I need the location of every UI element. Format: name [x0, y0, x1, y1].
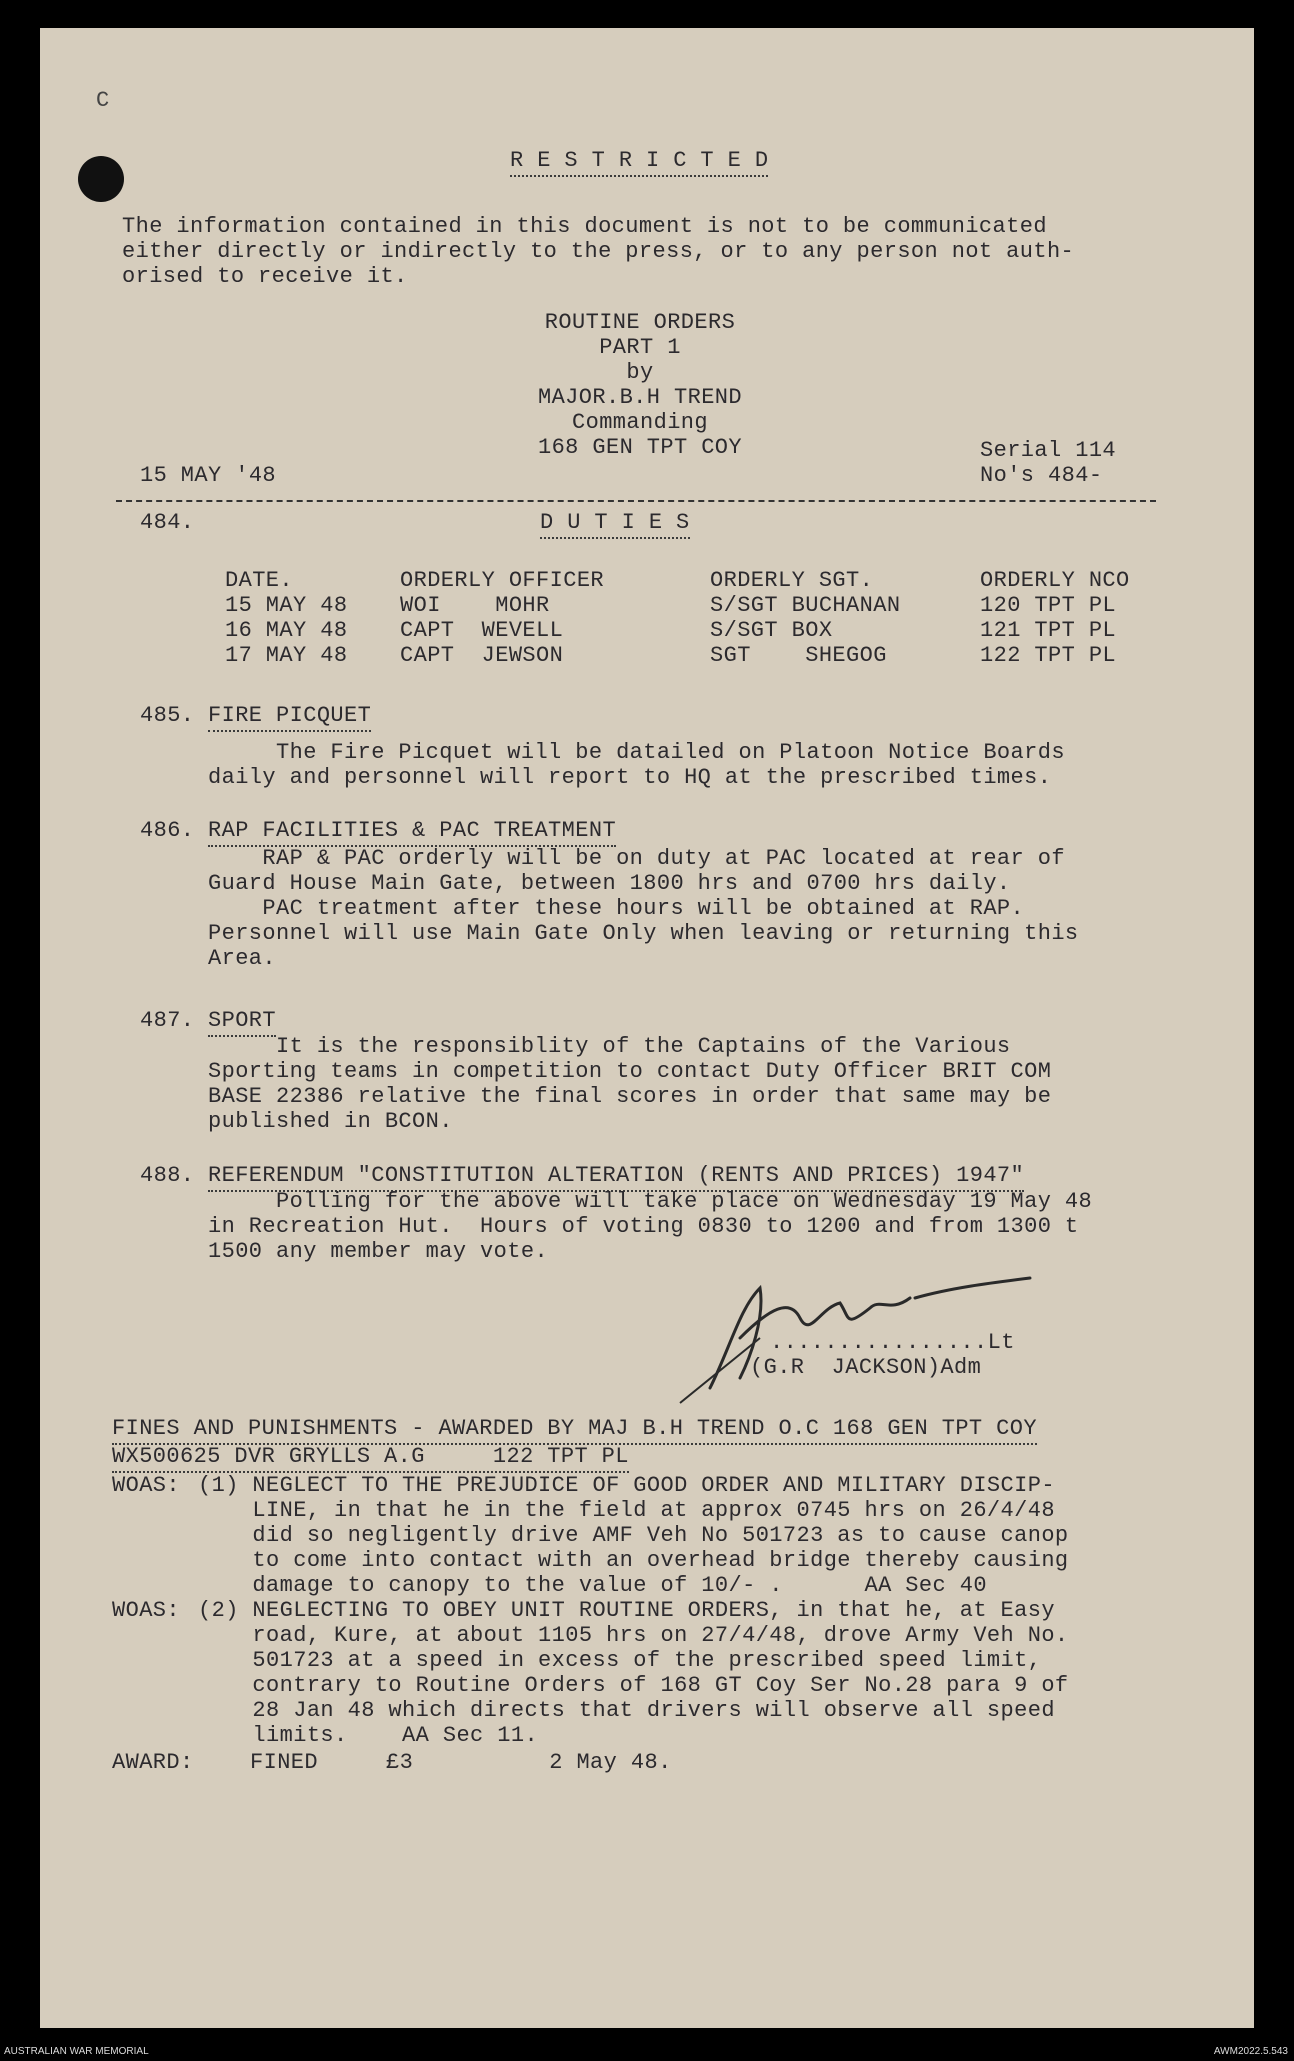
- charge-text: (2) NEGLECTING TO OBEY UNIT ROUTINE ORDERS, in that he, at Easy: [198, 1598, 1055, 1623]
- duty-nco: 120 TPT PL: [980, 593, 1117, 618]
- title-line-2: PART 1: [599, 335, 681, 360]
- footer-right: AWM2022.5.543: [1213, 2046, 1288, 2057]
- warning-line-3: orised to receive it.: [122, 264, 408, 289]
- duty-officer: CAPT WEVELL: [400, 618, 564, 643]
- order-text: BASE 22386 relative the final scores in order that same may be: [208, 1084, 1052, 1109]
- warning-line-2: either directly or indirectly to the press, or to any person not auth-: [122, 239, 1075, 264]
- order-text: Personnel will use Main Gate Only when leaving or returning this: [208, 921, 1079, 946]
- punch-hole: [78, 156, 124, 202]
- duty-date: 15 MAY 48: [225, 593, 348, 618]
- duty-date: 16 MAY 48: [225, 618, 348, 643]
- charge-text: limits. AA Sec 11.: [198, 1723, 539, 1748]
- order-heading: REFERENDUM "CONSTITUTION ALTERATION (RENTS AND PRICES) 1947": [208, 1163, 1024, 1188]
- order-numbers: No's 484-: [980, 463, 1103, 488]
- award-label: AWARD:: [112, 1750, 194, 1775]
- order-text: Sporting teams in competition to contact Duty Officer BRIT COM: [208, 1059, 1052, 1084]
- signatory-name: (G.R JACKSON)Adm: [750, 1355, 982, 1380]
- fines-heading: FINES AND PUNISHMENTS - AWARDED BY MAJ B.H TREND O.C 168 GEN TPT COY: [112, 1416, 1037, 1441]
- charge-label: WOAS:: [112, 1473, 181, 1498]
- charge-text: to come into contact with an overhead bridge thereby causing: [198, 1548, 1069, 1573]
- col-nco: ORDERLY NCO: [980, 568, 1130, 593]
- col-sgt: ORDERLY SGT.: [710, 568, 874, 593]
- order-text: RAP & PAC orderly will be on duty at PAC located at rear of: [208, 846, 1065, 871]
- col-officer: ORDERLY OFFICER: [400, 568, 605, 593]
- duties-heading: D U T I E S: [540, 510, 690, 535]
- title-line-1: ROUTINE ORDERS: [544, 310, 736, 335]
- corner-mark: C: [96, 88, 110, 113]
- duty-officer: CAPT JEWSON: [400, 643, 564, 668]
- order-text: daily and personnel will report to HQ at the prescribed times.: [208, 765, 1052, 790]
- order-text: It is the responsiblity of the Captains of the Various: [208, 1034, 1011, 1059]
- title-line-4: MAJOR.B.H TREND: [537, 385, 743, 410]
- title-line-5: Commanding: [571, 410, 709, 435]
- duty-officer: WOI MOHR: [400, 593, 550, 618]
- signature-line: ................Lt: [770, 1330, 1015, 1355]
- duty-date: 17 MAY 48: [225, 643, 348, 668]
- charge-text: 28 Jan 48 which directs that drivers will observe all speed: [198, 1698, 1055, 1723]
- title-line-3: by: [626, 360, 654, 385]
- order-number: 485.: [140, 703, 195, 728]
- order-date: 15 MAY '48: [140, 463, 277, 488]
- charge-text: contrary to Routine Orders of 168 GT Coy Ser No.28 para 9 of: [198, 1673, 1069, 1698]
- charge-text: (1) NEGLECT TO THE PREJUDICE OF GOOD ORDER AND MILITARY DISCIP-: [198, 1473, 1055, 1498]
- classification: R E S T R I C T E D: [510, 148, 768, 173]
- charge-label: WOAS:: [112, 1598, 181, 1623]
- col-date: DATE.: [225, 568, 294, 593]
- order-text: The Fire Picquet will be datailed on Platoon Notice Boards: [208, 740, 1065, 765]
- footer-left: AUSTRALIAN WAR MEMORIAL: [4, 2046, 149, 2057]
- duty-sgt: S/SGT BUCHANAN: [710, 593, 901, 618]
- order-text: in Recreation Hut. Hours of voting 0830 to 1200 and from 1300 t: [208, 1214, 1079, 1239]
- award-text: FINED £3 2 May 48.: [250, 1750, 672, 1775]
- header-rule: [116, 500, 1156, 502]
- duty-nco: 121 TPT PL: [980, 618, 1117, 643]
- title-line-6: 168 GEN TPT COY: [537, 435, 743, 460]
- order-heading: SPORT: [208, 1008, 276, 1033]
- order-text: Guard House Main Gate, between 1800 hrs and 0700 hrs daily.: [208, 871, 1011, 896]
- order-text: Polling for the above will take place on Wednesday 19 May 48: [208, 1189, 1093, 1214]
- charge-text: road, Kure, at about 1105 hrs on 27/4/48, drove Army Veh No.: [198, 1623, 1069, 1648]
- order-number: 486.: [140, 818, 195, 843]
- charge-text: damage to canopy to the value of 10/- . AA Sec 40: [198, 1573, 987, 1598]
- order-number: 487.: [140, 1008, 195, 1033]
- order-heading: RAP FACILITIES & PAC TREATMENT: [208, 818, 616, 843]
- duty-nco: 122 TPT PL: [980, 643, 1117, 668]
- order-number: 488.: [140, 1163, 195, 1188]
- order-text: 1500 any member may vote.: [208, 1239, 549, 1264]
- order-text: published in BCON.: [208, 1109, 453, 1134]
- serial: Serial 114: [980, 438, 1117, 463]
- charge-text: did so negligently drive AMF Veh No 501723 as to cause canop: [198, 1523, 1069, 1548]
- duties-number: 484.: [140, 510, 195, 535]
- duty-sgt: SGT SHEGOG: [710, 643, 887, 668]
- order-text: PAC treatment after these hours will be obtained at RAP.: [208, 896, 1025, 921]
- order-text: Area.: [208, 946, 277, 971]
- duty-sgt: S/SGT BOX: [710, 618, 833, 643]
- warning-line-1: The information contained in this document is not to be communicated: [122, 214, 1047, 239]
- order-heading: FIRE PICQUET: [208, 703, 371, 728]
- charge-text: 501723 at a speed in excess of the prescribed speed limit,: [198, 1648, 1042, 1673]
- charge-text: LINE, in that he in the field at approx 0745 hrs on 26/4/48: [198, 1498, 1055, 1523]
- document-page: [40, 28, 1254, 2028]
- soldier-line: WX500625 DVR GRYLLS A.G 122 TPT PL: [112, 1444, 629, 1469]
